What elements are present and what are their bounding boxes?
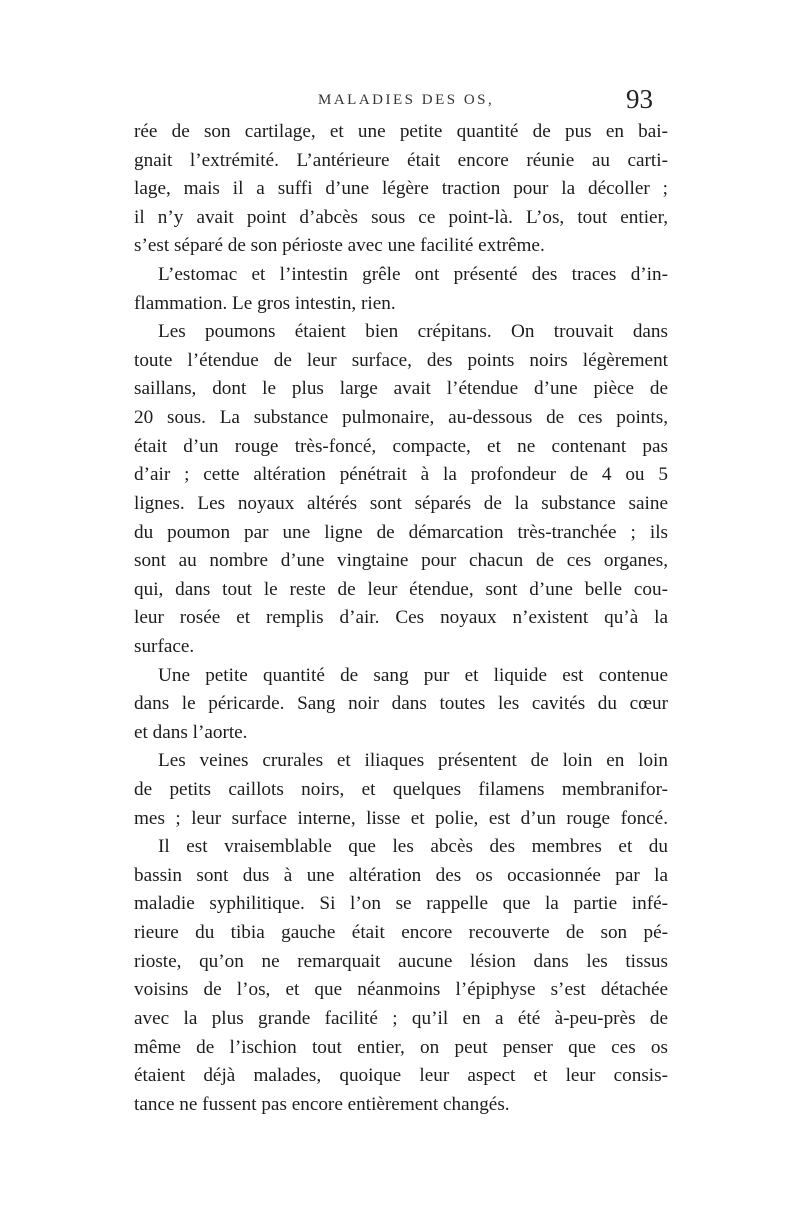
text-line: flammation. Le gros intestin, rien.: [134, 292, 396, 314]
text-line: rioste, qu’on ne remarquait aucune lésion dans les tissus: [134, 950, 668, 972]
text-line: il n’y avait point d’abcès sous ce point-là. L’os, tout entier,: [134, 206, 668, 228]
text-line: Une petite quantité de sang pur et liquide est contenue: [158, 664, 668, 686]
text-line: gnait l’extrémité. L’antérieure était encore réunie au carti-: [134, 149, 668, 171]
text-line: tance ne fussent pas encore entièrement changés.: [134, 1093, 510, 1115]
text-line: avec la plus grande facilité ; qu’il en a été à-peu-près de: [134, 1007, 668, 1029]
text-line: 20 sous. La substance pulmonaire, au-dessous de ces points,: [134, 407, 668, 429]
text-line: saillans, dont le plus large avait l’étendue d’une pièce de: [134, 378, 668, 400]
text-line: était d’un rouge très-foncé, compacte, et ne contenant pas: [134, 435, 668, 457]
page-number: 93: [626, 84, 653, 114]
text-line: de petits caillots noirs, et quelques filamens membranifor-: [134, 779, 668, 801]
text-line: s’est séparé de son périoste avec une facilité extrême.: [134, 235, 545, 257]
text-line: même de l’ischion tout entier, on peut penser que ces os: [134, 1036, 668, 1058]
text-line: mes ; leur surface interne, lisse et polie, est d’un rouge foncé.: [134, 807, 668, 829]
text-line: et dans l’aorte.: [134, 721, 248, 743]
text-line: rieure du tibia gauche était encore recouverte de son pé-: [134, 922, 668, 944]
text-line: d’air ; cette altération pénétrait à la profondeur de 4 ou 5: [134, 464, 668, 486]
text-line: sont au nombre d’une vingtaine pour chacun de ces organes,: [134, 550, 668, 572]
text-line: du poumon par une ligne de démarcation très-tranchée ; ils: [134, 521, 668, 543]
text-line: qui, dans tout le reste de leur étendue, sont d’une belle cou-: [134, 578, 668, 600]
running-title: MALADIES DES OS,: [318, 92, 495, 108]
text-line: Les veines crurales et iliaques présentent de loin en loin: [158, 750, 668, 772]
text-line: voisins de l’os, et que néanmoins l’épiphyse s’est détachée: [134, 979, 668, 1001]
text-line: toute l’étendue de leur surface, des points noirs légèrement: [134, 349, 668, 371]
text-line: leur rosée et remplis d’air. Ces noyaux n’existent qu’à la: [134, 607, 668, 629]
text-line: dans le péricarde. Sang noir dans toutes les cavités du cœur: [134, 693, 668, 715]
text-line: bassin sont dus à une altération des os occasionnée par la: [134, 864, 668, 886]
text-line: Les poumons étaient bien crépitans. On trouvait dans: [158, 321, 668, 343]
body-text: [134, 118, 668, 1119]
text-line: surface.: [134, 635, 195, 657]
text-line: rée de son cartilage, et une petite quantité de pus en bai-: [134, 121, 668, 142]
text-line: L’estomac et l’intestin grêle ont présenté des traces d’in-: [158, 264, 668, 286]
text-line: lignes. Les noyaux altérés sont séparés de la substance saine: [134, 492, 668, 514]
text-line: lage, mais il a suffi d’une légère traction pour la décoller ;: [134, 178, 668, 200]
text-line: étaient déjà malades, quoique leur aspect et leur consis-: [134, 1065, 668, 1087]
text-line: Il est vraisemblable que les abcès des membres et du: [158, 836, 668, 858]
text-line: maladie syphilitique. Si l’on se rappelle que la partie infé-: [134, 893, 668, 915]
